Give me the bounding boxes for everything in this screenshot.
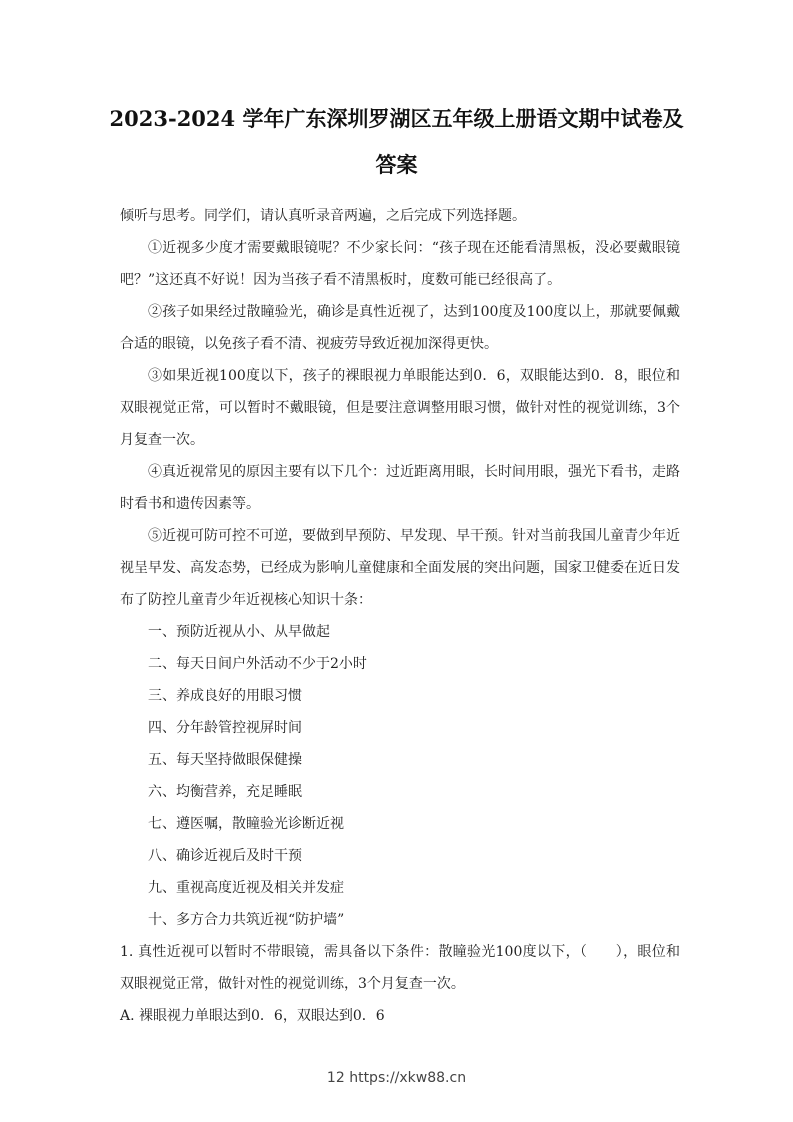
footer-url: https://xkw88.cn [349, 1070, 467, 1086]
paragraph-3: ③如果近视100度以下，孩子的裸眼视力单眼能达到0．6，双眼能达到0．8，眼位和双眼视觉正常，可以暂时不戴眼镜，但是要注意调整用眼习惯，做针对性的视觉训练，3个月复查一次。 [120, 368, 680, 448]
paragraph-2: ②孩子如果经过散瞳验光，确诊是真性近视了，达到100度及100度以上，那就要佩戴合适的眼镜，以免孩子看不清、视疲劳导致近视加深得更快。 [120, 304, 680, 352]
page-number: 12 [326, 1070, 345, 1086]
question-1: 1. 真性近视可以暂时不带眼镜，需具备以下条件：散瞳验光100度以下，（ ），眼位和双眼视觉正常，做针对性的视觉训练，3个月复查一次。 [120, 944, 680, 992]
list-item: 五、每天坚持做眼保健操 [148, 752, 302, 768]
list-item: 十、多方合力共筑近视“防护墙” [148, 912, 345, 928]
paragraph-5: ⑤近视可防可控不可逆，要做到早预防、早发现、早干预。针对当前我国儿童青少年近视呈早发、高发态势，已经成为影响儿童健康和全面发展的突出问题，国家卫健委在近日发布了防控儿童青少年近视核心知识十条： [120, 528, 680, 608]
intro-text: 倾听与思考。同学们，请认真听录音两遍，之后完成下列选择题。 [120, 208, 526, 224]
paragraph-1: ①近视多少度才需要戴眼镜呢？不少家长问：“孩子现在还能看清黑板，没必要戴眼镜吧？”这还真不好说！因为当孩子看不清黑板时，度数可能已经很高了。 [120, 240, 680, 288]
list-item: 七、遵医嘱，散瞳验光诊断近视 [148, 816, 344, 832]
list-item: 六、均衡营养，充足睡眠 [148, 784, 302, 800]
list-item: 三、养成良好的用眼习惯 [148, 688, 302, 704]
list-item: 四、分年龄管控视屏时间 [148, 720, 302, 736]
list-item: 一、预防近视从小、从早做起 [148, 624, 330, 640]
list-item: 八、确诊近视后及时干预 [148, 848, 302, 864]
document-title: 2023-2024 学年广东深圳罗湖区五年级上册语文期中试卷及答案 [109, 106, 684, 177]
paragraph-4: ④真近视常见的原因主要有以下几个：过近距离用眼，长时间用眼，强光下看书，走路时看书和遗传因素等。 [120, 464, 680, 512]
option-a: A. 裸眼视力单眼达到0．6，双眼达到0．6 [120, 1008, 385, 1024]
page-footer [0, 1070, 793, 1086]
document-body [120, 200, 680, 1032]
list-item: 二、每天日间户外活动不少于2小时 [148, 656, 367, 672]
list-item: 九、重视高度近视及相关并发症 [148, 880, 344, 896]
